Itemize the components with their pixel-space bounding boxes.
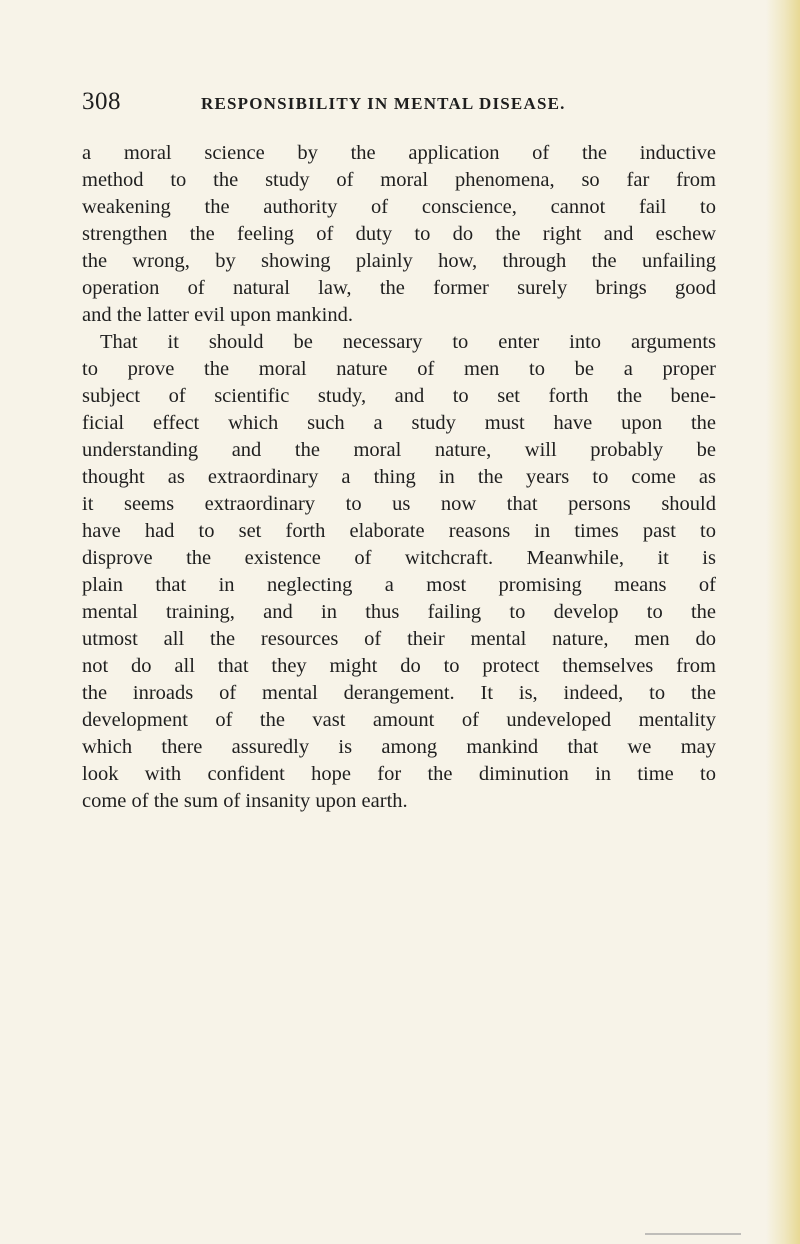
page-number: 308 [82, 88, 121, 115]
text-line: development of the vast amount of undeveloped mentality [82, 709, 716, 731]
text-line: operation of natural law, the former surely brings good [82, 277, 716, 299]
text-line: understanding and the moral nature, will probably be [82, 439, 716, 461]
text-line: and the latter evil upon mankind. [82, 304, 353, 326]
page-edge-shading [766, 0, 800, 1244]
text-line: come of the sum of insanity upon earth. [82, 790, 408, 812]
text-line: disprove the existence of witchcraft. Meanwhile, it is [82, 547, 716, 569]
text-line: look with confident hope for the diminution in time to [82, 763, 716, 785]
body-text [82, 140, 716, 815]
text-line: ficial effect which such a study must have upon the [82, 412, 716, 434]
text-line: weakening the authority of conscience, cannot fail to [82, 196, 716, 218]
text-line: plain that in neglecting a most promising means of [82, 574, 716, 596]
text-line: it seems extraordinary to us now that persons should [82, 493, 716, 515]
text-line: thought as extraordinary a thing in the years to come as [82, 466, 716, 488]
text-line: mental training, and in thus failing to develop to the [82, 601, 716, 623]
text-line: strengthen the feeling of duty to do the right and eschew [82, 223, 716, 245]
text-line: subject of scientific study, and to set forth the bene- [82, 385, 716, 407]
text-line: not do all that they might do to protect themselves from [82, 655, 716, 677]
footer-rule [645, 1233, 741, 1235]
text-line: the wrong, by showing plainly how, through the unfailing [82, 250, 716, 272]
text-line: the inroads of mental derangement. It is, indeed, to the [82, 682, 716, 704]
text-line: have had to set forth elaborate reasons in times past to [82, 520, 716, 542]
text-line: which there assuredly is among mankind that we may [82, 736, 716, 758]
text-line: That it should be necessary to enter into arguments [100, 331, 716, 353]
text-line: utmost all the resources of their mental nature, men do [82, 628, 716, 650]
running-head: RESPONSIBILITY IN MENTAL DISEASE. [201, 94, 566, 113]
page-header [82, 88, 722, 118]
text-line: to prove the moral nature of men to be a proper [82, 358, 716, 380]
text-line: method to the study of moral phenomena, so far from [82, 169, 716, 191]
text-line: a moral science by the application of the inductive [82, 142, 716, 164]
